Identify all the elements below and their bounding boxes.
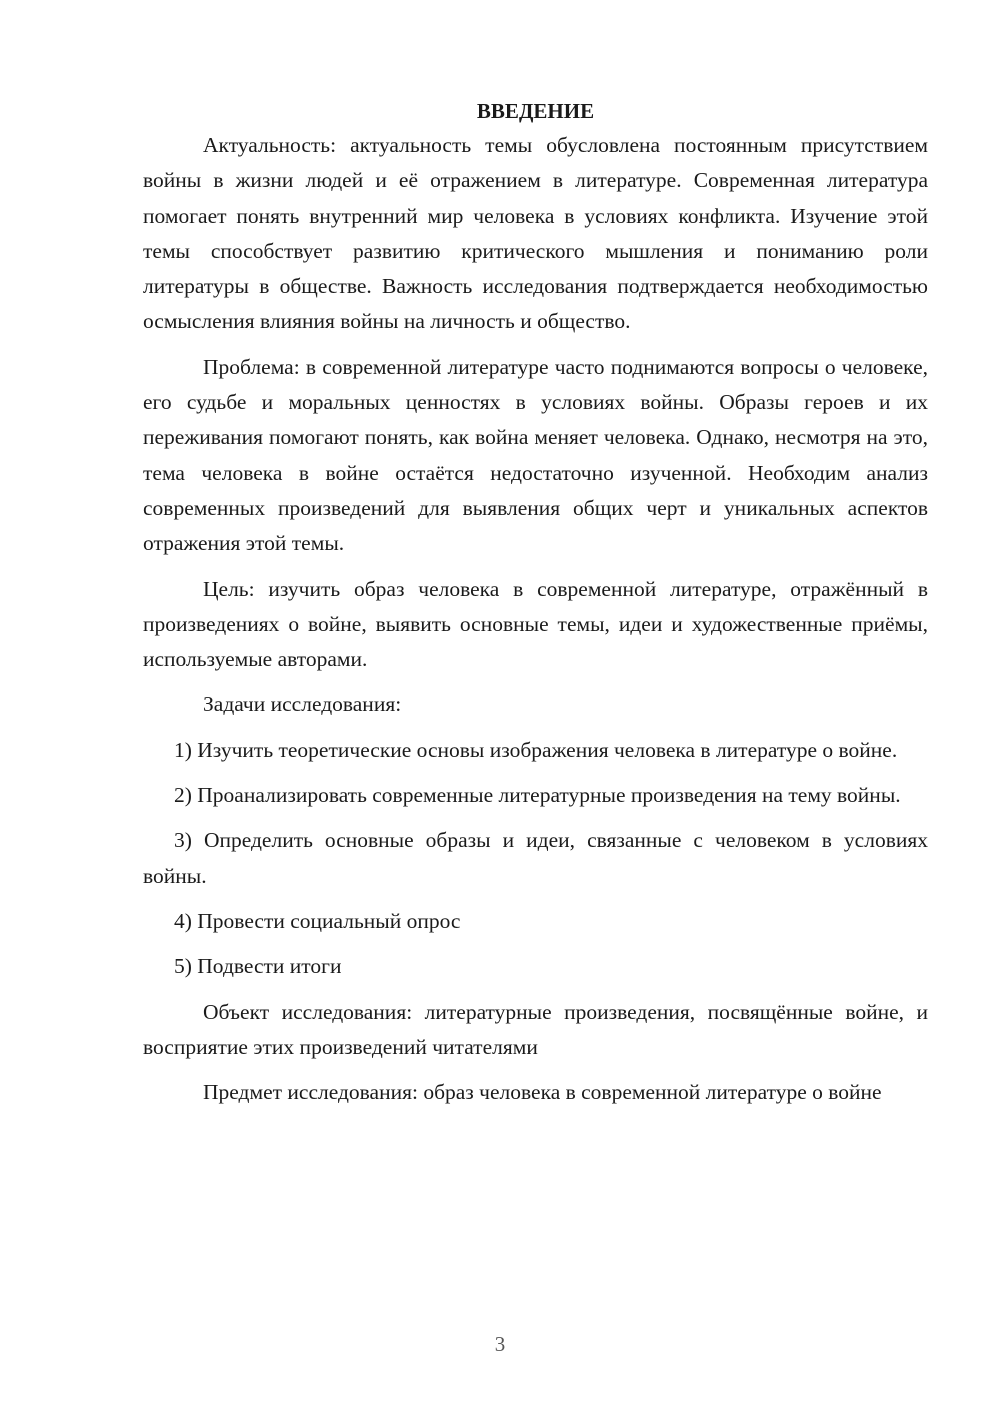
list-item: 1) Изучить теоретические основы изображения человека в литературе о войне. <box>174 737 898 762</box>
section-heading: ВВЕДЕНИЕ <box>476 99 595 123</box>
list-item: 4) Провести социальный опрос <box>174 908 461 933</box>
list-item: 5) Подвести итоги <box>174 954 342 979</box>
list-item: 3) Определить основные образы и идеи, связанные с человеком в условиях войны. <box>143 828 928 888</box>
object-paragraph: Объект исследования: литературные произведения, посвящённые войне, и восприятие этих произведений читателями <box>143 999 928 1059</box>
relevance-paragraph: Актуальность: актуальность темы обусловлена постоянным присутствием войны в жизни людей и её отражением в литературе. Современная литература помогает понять внутренний мир человека в условиях конфликта. Изучение этой темы способствует развитию критического мышления и пониманию роли литературы в обществе. Важность исследования подтверждается необходимостью осмысления влияния войны на личность и общество. <box>143 133 928 334</box>
list-item: 2) Проанализировать современные литературные произведения на тему войны. <box>174 783 901 808</box>
problem-paragraph: Проблема: в современной литературе часто поднимаются вопросы о человеке, его судьбе и моральных ценностях в условиях войны. Образы героев и их переживания помогают понять, как война меняет человека. Однако, несмотря на это, тема человека в войне остаётся недостаточно изученной. Необходим анализ современных произведений для выявления общих черт и уникальных аспектов отражения этой темы. <box>143 354 928 556</box>
page-number: 3 <box>494 1332 506 1356</box>
goal-paragraph: Цель: изучить образ человека в современной литературе, отражённый в произведениях о войне, выявить основные темы, идеи и художественные приёмы, используемые авторами. <box>143 576 928 672</box>
page-body <box>143 96 928 1120</box>
subject-paragraph: Предмет исследования: образ человека в современной литературе о войне <box>203 1080 882 1105</box>
tasks-heading: Задачи исследования: <box>203 692 402 717</box>
tasks-list <box>143 733 928 985</box>
